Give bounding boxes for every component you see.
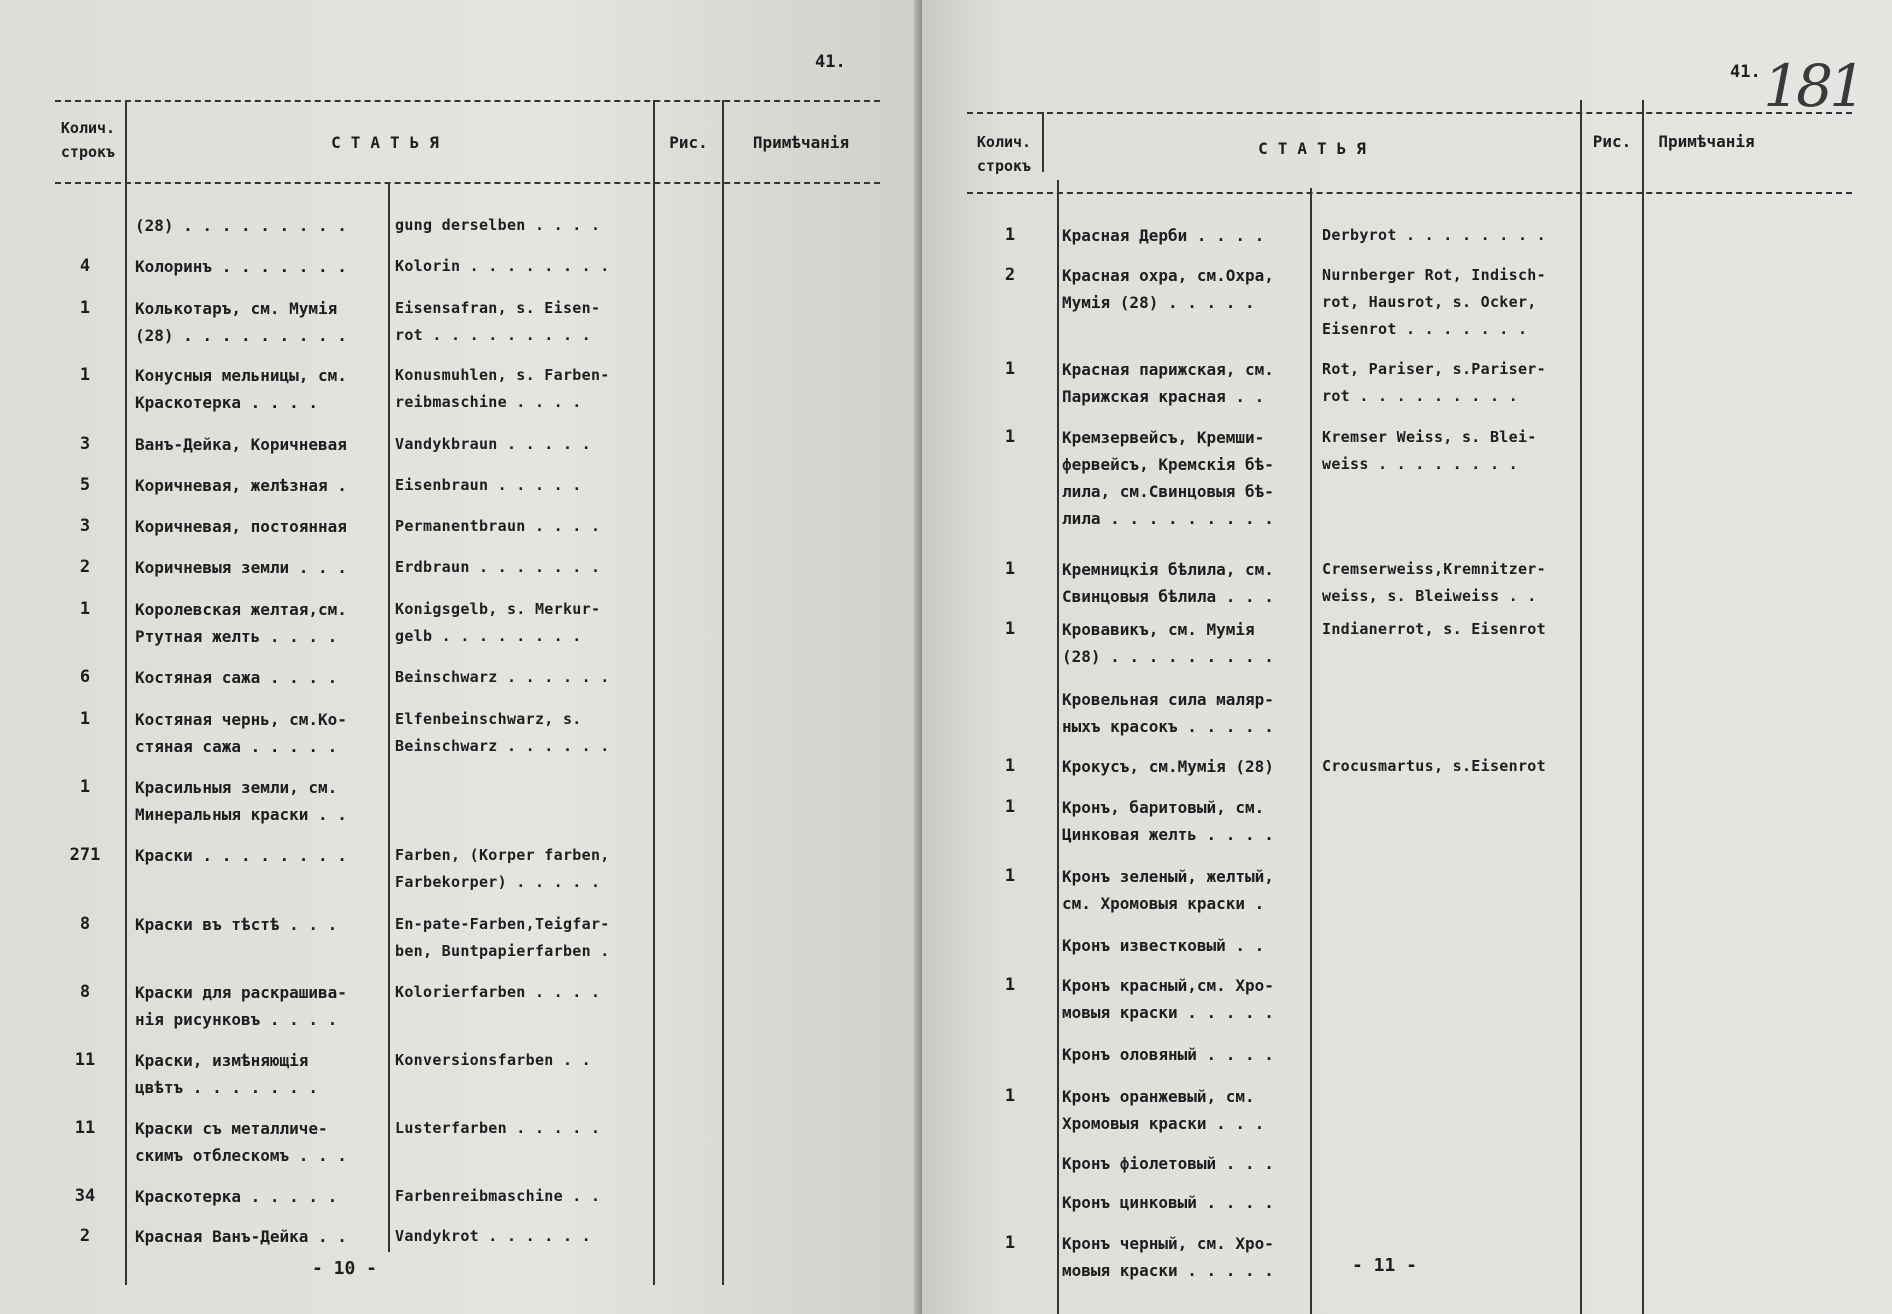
german-equivalent: Kremser Weiss, s. Blei- weiss . . . . . . . .: [1322, 428, 1537, 473]
article-term: Кронъ оранжевый, см. Хромовыя краски . . .: [1062, 1087, 1265, 1133]
article-term: Краскотерка . . . . .: [135, 1187, 338, 1206]
article-term: Кронъ оловяный . . . .: [1062, 1045, 1274, 1064]
line-count: 3: [79, 516, 91, 536]
article-term: Кронъ зеленый, желтый, см. Хромовыя краски .: [1062, 867, 1274, 913]
german-equivalent: Elfenbeinschwarz, s. Beinschwarz . . . . . .: [395, 710, 610, 755]
article-term: Кремзервейсъ, Кремши- фервейсъ, Кремскія бѣ- лила, см.Свинцовыя бѣ- лила . . . . . . . . .: [1062, 428, 1274, 528]
article-term: Кровавикъ, см. Мумія (28) . . . . . . . . .: [1062, 620, 1274, 666]
line-count: 2: [79, 557, 91, 577]
article-term: Краски . . . . . . . .: [135, 846, 347, 865]
german-equivalent: Konversionsfarben . .: [395, 1051, 591, 1069]
article-term: Кронъ красный,см. Хро- мовыя краски . . . . .: [1062, 976, 1274, 1022]
line-count: 1: [79, 599, 91, 619]
german-equivalent: Farbenreibmaschine . .: [395, 1187, 601, 1205]
article-term: Кронъ, баритовый, см. Цинковая желть . . . .: [1062, 798, 1274, 844]
german-equivalent: Eisensafran, s. Eisen- rot . . . . . . . . .: [395, 299, 601, 344]
german-equivalent: Nurnberger Rot, Indisch- rot, Hausrot, s. Ocker, Eisenrot . . . . . . .: [1322, 266, 1546, 338]
german-equivalent: Eisenbraun . . . . .: [395, 476, 582, 494]
line-count: 4: [79, 256, 91, 276]
german-equivalent: Cremserweiss,Kremnitzer- weiss, s. Bleiweiss . .: [1322, 560, 1546, 605]
right-table-body: [922, 0, 1892, 1314]
left-page: [0, 0, 922, 1314]
line-count: 1: [79, 365, 91, 385]
figure-column-header: Рис.: [669, 133, 708, 152]
german-equivalent: Vandykbraun . . . . .: [395, 435, 591, 453]
article-term: Красильныя земли, см. Минеральныя краски . .: [135, 778, 347, 824]
article-term: Краски, измѣняющія цвѣтъ . . . . . . .: [135, 1051, 319, 1097]
line-count: 11: [74, 1050, 96, 1070]
notes-column-header: Примѣчанія: [752, 133, 850, 152]
article-column-header: СТАТЬЯ: [1258, 139, 1376, 158]
article-term: Кронъ фіолетовый . . .: [1062, 1154, 1274, 1173]
article-term: Кронъ известковый . .: [1062, 936, 1265, 955]
article-term: Краски для раскрашива- нія рисунковъ . . . .: [135, 983, 347, 1029]
german-equivalent: Farben, (Korper farben, Farbekorper) . . . . .: [395, 846, 610, 891]
article-term: Краски въ тѣстѣ . . .: [135, 915, 338, 934]
article-term: Кровельная сила маляр- ныхъ красокъ . . . . .: [1062, 690, 1274, 736]
page-number: 41.: [815, 52, 846, 72]
handwritten-folio-number: 181: [1763, 52, 1862, 120]
line-count: 3: [79, 434, 91, 454]
line-count: 1: [1004, 975, 1016, 995]
page-footer: - 11 -: [1352, 1255, 1418, 1276]
page-number: 41.: [1730, 62, 1761, 82]
figure-column-header: Рис.: [1592, 132, 1632, 151]
article-column-header: СТАТЬЯ: [331, 133, 449, 152]
article-term: Колькотаръ, см. Мумія (28) . . . . . . . . .: [135, 299, 347, 345]
line-count: 1: [1004, 427, 1016, 447]
german-equivalent: Rot, Pariser, s.Pariser- rot . . . . . . . . .: [1322, 360, 1546, 405]
article-term: Красная парижская, см. Парижская красная . .: [1062, 360, 1274, 406]
german-equivalent: Vandykrot . . . . . .: [395, 1227, 591, 1245]
article-term: Колоринъ . . . . . . .: [135, 257, 347, 276]
german-equivalent: gung derselben . . . .: [395, 216, 601, 234]
page-footer: - 10 -: [312, 1258, 378, 1279]
line-count: 1: [1004, 359, 1016, 379]
german-equivalent: Konusmuhlen, s. Farben- reibmaschine . . . .: [395, 366, 610, 411]
article-term: Коричневая, желѣзная .: [135, 476, 347, 495]
german-equivalent: Derbyrot . . . . . . . .: [1322, 226, 1546, 244]
article-term: Кронъ цинковый . . . .: [1062, 1193, 1274, 1212]
line-count: 1: [79, 777, 91, 797]
line-count: 8: [79, 914, 91, 934]
german-equivalent: Erdbraun . . . . . . .: [395, 558, 601, 576]
line-count: 1: [1004, 1233, 1016, 1253]
german-equivalent: En-pate-Farben,Teigfar- ben, Buntpapierfarben .: [395, 915, 610, 960]
german-equivalent: Lusterfarben . . . . .: [395, 1119, 601, 1137]
line-count: 34: [74, 1186, 96, 1206]
notes-column-header: Примѣчанія: [1658, 132, 1755, 151]
article-term: Красная охра, см.Охра, Мумія (28) . . . . .: [1062, 266, 1274, 312]
line-count: 1: [1004, 1086, 1016, 1106]
article-term: Костяная чернь, см.Ко- стяная сажа . . . . .: [135, 710, 347, 756]
line-count: 1: [1004, 559, 1016, 579]
line-count: 2: [1004, 265, 1016, 285]
line-count: 1: [1004, 866, 1016, 886]
german-equivalent: Indianerrot, s. Eisenrot: [1322, 620, 1546, 638]
german-equivalent: Permanentbraun . . . .: [395, 517, 601, 535]
article-term: Костяная сажа . . . .: [135, 668, 338, 687]
left-table-body: [0, 0, 922, 1314]
right-page: [922, 0, 1892, 1314]
article-term: Королевская желтая,см. Ртутная желть . . . .: [135, 600, 347, 646]
german-equivalent: Konigsgelb, s. Merkur- gelb . . . . . . . .: [395, 600, 601, 645]
article-term: Краски съ металличе- скимъ отблескомъ . . .: [135, 1119, 347, 1165]
article-term: Коричневыя земли . . .: [135, 558, 347, 577]
line-count: 1: [1004, 756, 1016, 776]
article-term: Красная Дерби . . . .: [1062, 226, 1265, 245]
count-column-header: Колич. строкъ: [60, 119, 116, 161]
line-count: 271: [69, 845, 101, 865]
line-count: 1: [1004, 225, 1016, 245]
line-count: 6: [79, 667, 91, 687]
line-count: 2: [79, 1226, 91, 1246]
line-count: 1: [79, 298, 91, 318]
article-term: Крокусъ, см.Мумія (28): [1062, 757, 1274, 776]
line-count: 1: [1004, 797, 1016, 817]
line-count: 5: [79, 475, 91, 495]
line-count: 8: [79, 982, 91, 1002]
article-term: Ванъ-Дейка, Коричневая: [135, 435, 347, 454]
article-term: Кремницкія бѣлила, см. Свинцовыя бѣлила . . .: [1062, 560, 1274, 606]
count-column-header: Колич. строкъ: [976, 133, 1032, 175]
german-equivalent: Crocusmartus, s.Eisenrot: [1322, 757, 1546, 775]
article-term: Кронъ черный, см. Хро- мовыя краски . . . . .: [1062, 1234, 1274, 1280]
article-term: Конусныя мельницы, см. Краскотерка . . . .: [135, 366, 347, 412]
line-count: 11: [74, 1118, 96, 1138]
german-equivalent: Kolorierfarben . . . .: [395, 983, 601, 1001]
line-count: 1: [79, 709, 91, 729]
article-term: (28) . . . . . . . . .: [135, 216, 347, 235]
german-equivalent: Beinschwarz . . . . . .: [395, 668, 610, 686]
german-equivalent: Kolorin . . . . . . . .: [395, 257, 610, 275]
article-term: Красная Ванъ-Дейка . .: [135, 1227, 347, 1246]
line-count: 1: [1004, 619, 1016, 639]
article-term: Коричневая, постоянная: [135, 517, 347, 536]
